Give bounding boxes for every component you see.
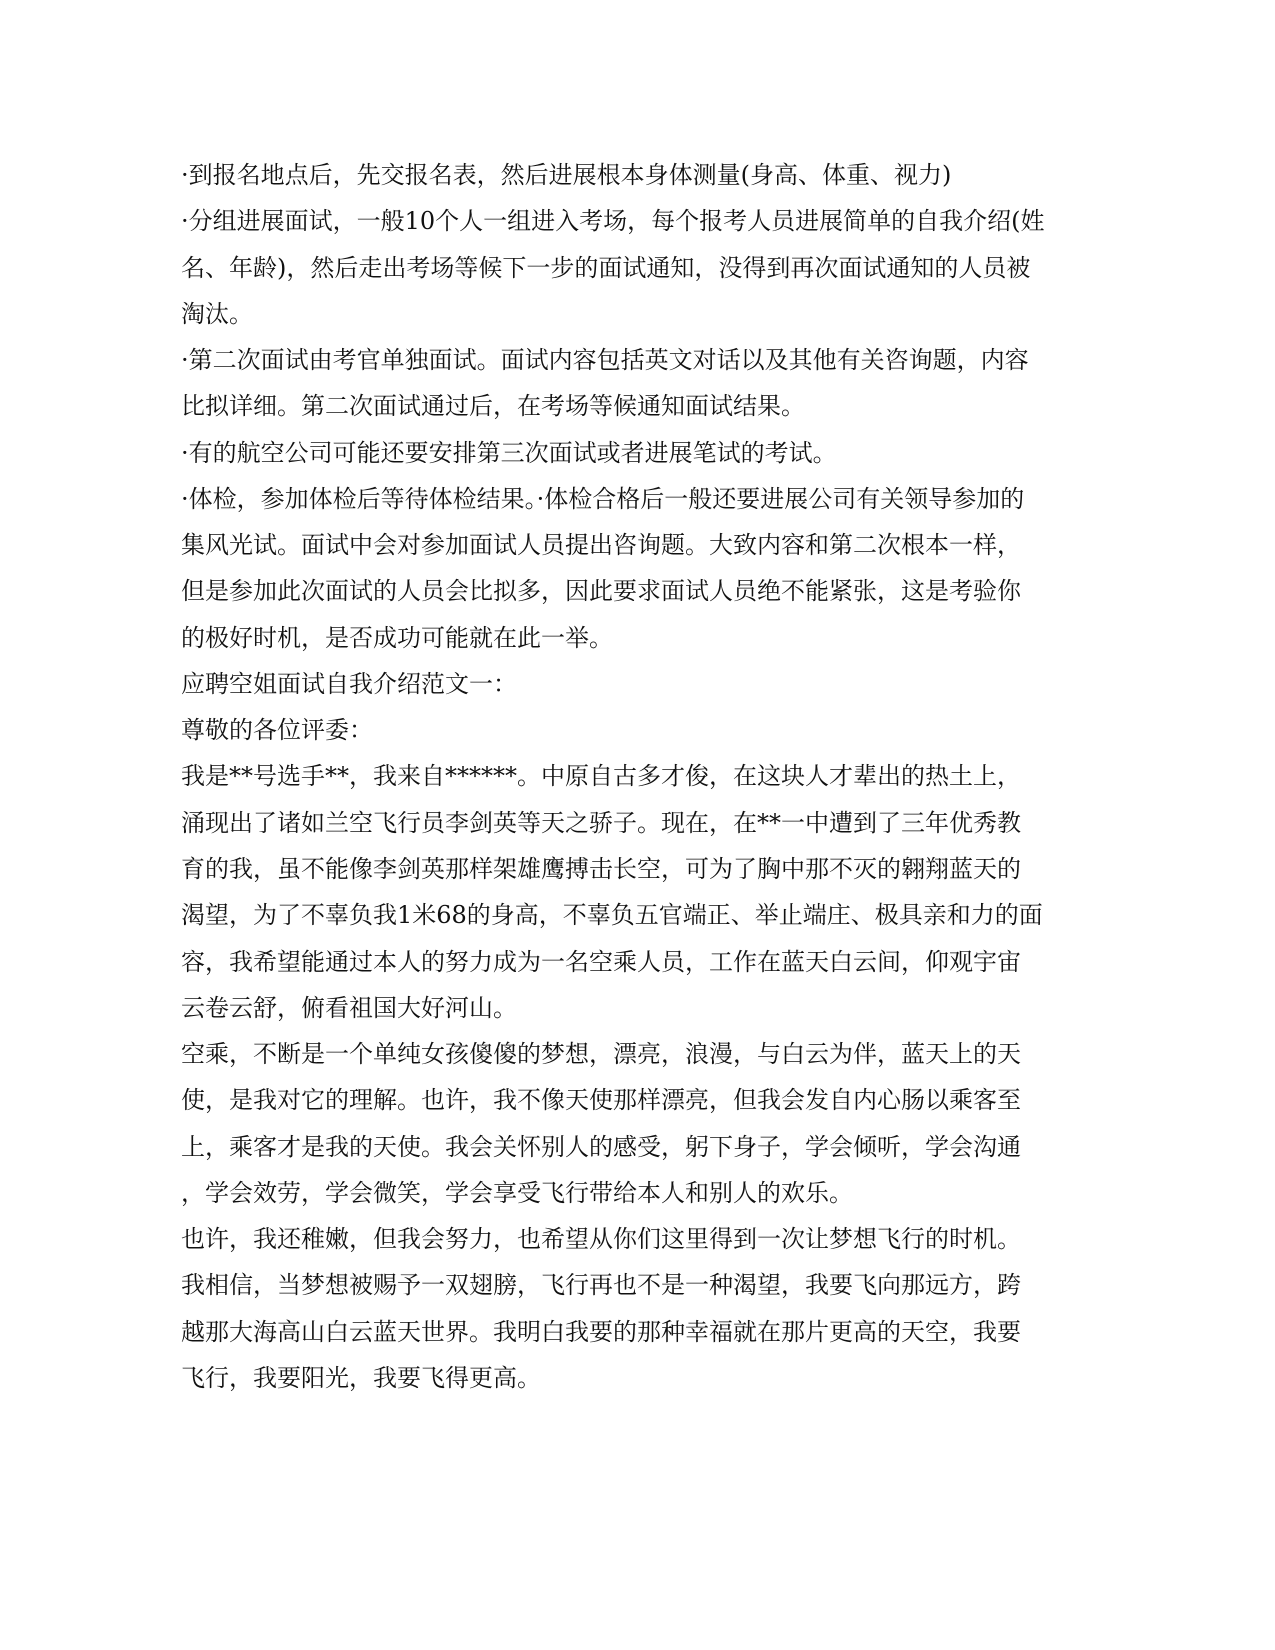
paragraph-medical-check (181, 476, 1275, 661)
text-line: 也许，我还稚嫩，但我会努力，也希望从你们这里得到一次让梦想飞行的时机。 (181, 1225, 1021, 1254)
text-line: 空乘，不断是一个单纯女孩傻傻的梦想，漂亮，浪漫，与白云为伴，蓝天上的天 (181, 1040, 1021, 1069)
text-line: 的极好时机，是否成功可能就在此一举。 (181, 623, 613, 652)
paragraph-closing (181, 1216, 1275, 1401)
text-line: 育的我，虽不能像李剑英那样架雄鹰搏击长空，可为了胸中那不灭的翱翔蓝天的 (181, 854, 1021, 883)
text-line: 集风光试。面试中会对参加面试人员提出咨询题。大致内容和第二次根本一样， (181, 531, 1021, 560)
section-heading (181, 661, 1275, 707)
text-line: 涌现出了诸如兰空飞行员李剑英等天之骄子。现在，在**一中遭到了三年优秀教 (181, 808, 1021, 837)
text-line: 淘汰。 (181, 299, 253, 328)
text-line: ·体检，参加体检后等待体检结果。·体检合格后一般还要进展公司有关领导参加的 (181, 484, 1025, 513)
paragraph-self-introduction (181, 753, 1275, 1031)
text-line: ，学会效劳，学会微笑，学会享受飞行带给本人和别人的欢乐。 (181, 1178, 853, 1207)
paragraph-flight-attendant-dream (181, 1031, 1275, 1216)
text-line: 容，我希望能通过本人的努力成为一名空乘人员，工作在蓝天白云间，仰观宇宙 (181, 947, 1021, 976)
text-line: 使，是我对它的理解。也许，我不像天使那样漂亮，但我会发自内心肠以乘客至 (181, 1086, 1021, 1115)
paragraph-third-interview (181, 430, 1275, 476)
salutation-line: 尊敬的各位评委： (181, 716, 373, 745)
text-line: 上，乘客才是我的天使。我会关怀别人的感受，躬下身子，学会倾听，学会沟通 (181, 1132, 1021, 1161)
text-line: ·到报名地点后，先交报名表，然后进展根本身体测量(身高、体重、视力) (181, 161, 952, 189)
text-line: 越那大海高山白云蓝天世界。我明白我要的那种幸福就在那片更高的天空，我要 (181, 1317, 1021, 1346)
text-line: 名、年龄)，然后走出考场等候下一步的面试通知，没得到再次面试通知的人员被 (181, 253, 1031, 282)
text-line: ·分组进展面试，一般10个人一组进入考场，每个报考人员进展简单的自我介绍(姓 (181, 207, 1045, 236)
text-line: 但是参加此次面试的人员会比拟多，因此要求面试人员绝不能紧张，这是考验你 (181, 577, 1021, 606)
text-line: ·有的航空公司可能还要安排第三次面试或者进展笔试的考试。 (181, 438, 837, 467)
paragraph-group-interview (181, 198, 1275, 337)
text-line: 飞行，我要阳光，我要飞得更高。 (181, 1363, 541, 1392)
heading-line: 应聘空姐面试自我介绍范文一： (181, 669, 517, 698)
paragraph-second-interview (181, 337, 1275, 430)
text-line: 渴望，为了不辜负我1米68的身高，不辜负五官端正、举止端庄、极具亲和力的面 (181, 901, 1043, 930)
paragraph-registration (181, 152, 1275, 198)
text-line: 我相信，当梦想被赐予一双翅膀，飞行再也不是一种渴望，我要飞向那远方，跨 (181, 1271, 1021, 1300)
text-line: 云卷云舒，俯看祖国大好河山。 (181, 993, 517, 1022)
text-line: 我是**号选手**，我来自******。中原自古多才俊，在这块人才辈出的热土上， (181, 762, 1021, 791)
text-line: 比拟详细。第二次面试通过后，在考场等候通知面试结果。 (181, 392, 805, 421)
salutation (181, 707, 1275, 753)
text-line: ·第二次面试由考官单独面试。面试内容包括英文对话以及其他有关咨询题，内容 (181, 346, 1029, 375)
